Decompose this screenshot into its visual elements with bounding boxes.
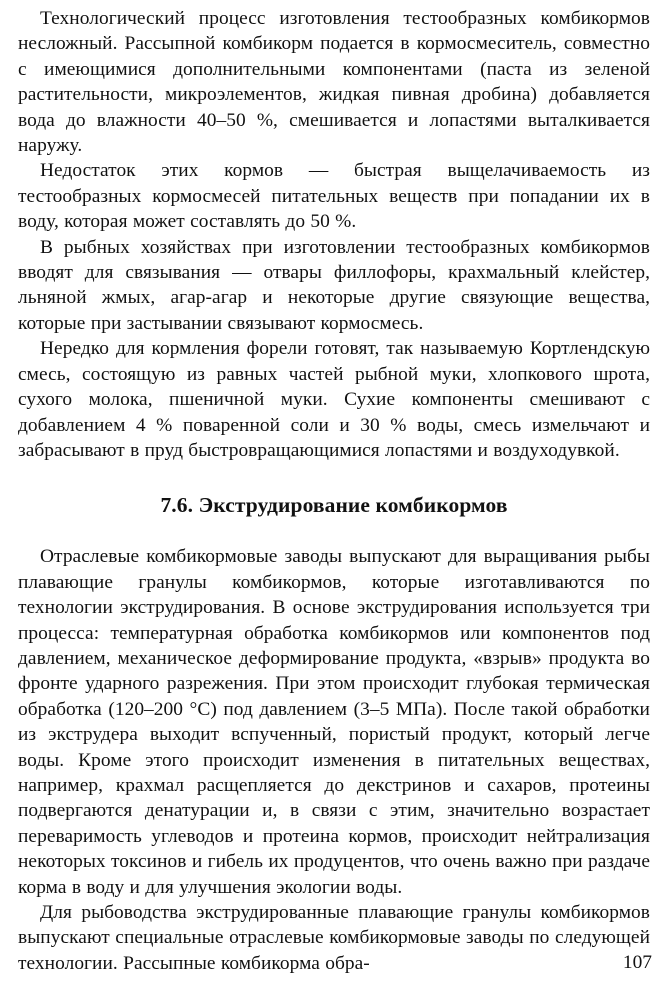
body-paragraph: Технологический процесс изготовления тестообразных комбикормов несложный. Рассыпной комбикорм подается в кормосмеситель, совместно с имеющимися дополнительными компонентами (паста из зеленой растительности, микроэлементов, жидкая пивная дробина) добавляется вода до влажности 40–50 %, смешивается и лопастями выталкивается наружу.	[18, 8, 650, 157]
body-paragraph: Отраслевые комбикормовые заводы выпускают для выращивания рыбы плавающие гранулы комбикормов, которые изготавливаются по технологии экструдирования. В основе экструдирования используется три процесса: температурная обработка комбикормов или компонентов под давлением, механическое деформирование продукта, «взрыв» продукта во фронте ударного разрежения. При этом происходит глубокая термическая обработка (120–200 °C) под давлением (3–5 МПа). После такой обработки из экструдера выходит вспученный, пористый продукт, который легче воды. Кроме этого происходит изменения в питательных веществах, например, крахмал расщепляется до декстринов и сахаров, протеины подвергаются денатурации и, в связи с этим, значительно возрастает переваримость углеводов и протеина кормов, происходит нейтрализация некоторых токсинов и гибель их продуцентов, что очень важно при раздаче корма в воду и для улучшения экологии воды.	[18, 546, 650, 898]
body-paragraph: Недостаток этих кормов — быстрая выщелачиваемость из тестообразных кормосмесей питательных веществ при попадании их в воду, которая может составлять до 50 %.	[18, 160, 650, 233]
body-paragraph: Для рыбоводства экструдированные плавающие гранулы комбикормов выпускают специальные отраслевые комбикормовые заводы по следующей технологии. Рассыпные комбикорма обра-	[18, 902, 650, 974]
section-heading: 7.6. Экструдирование комбикормов	[160, 493, 508, 518]
body-paragraph: Нередко для кормления форели готовят, так называемую Кортлендскую смесь, состоящую из равных частей рыбной муки, хлопкового шрота, сухого молока, пшеничной муки. Сухие компоненты смешивают с добавлением 4 % поваренной соли и 30 % воды, смесь измельчают и забрасывают в пруд быстровращающимися лопастями и воздуходувкой.	[18, 338, 650, 461]
body-paragraph: В рыбных хозяйствах при изготовлении тестообразных комбикормов вводят для связывания — отвары филлофоры, крахмальный клейстер, льняной жмых, агар-агар и некоторые другие связующие вещества, которые при застывании связывают кормосмесь.	[18, 236, 650, 334]
document-page	[18, 6, 650, 976]
page-number: 107	[622, 952, 652, 973]
